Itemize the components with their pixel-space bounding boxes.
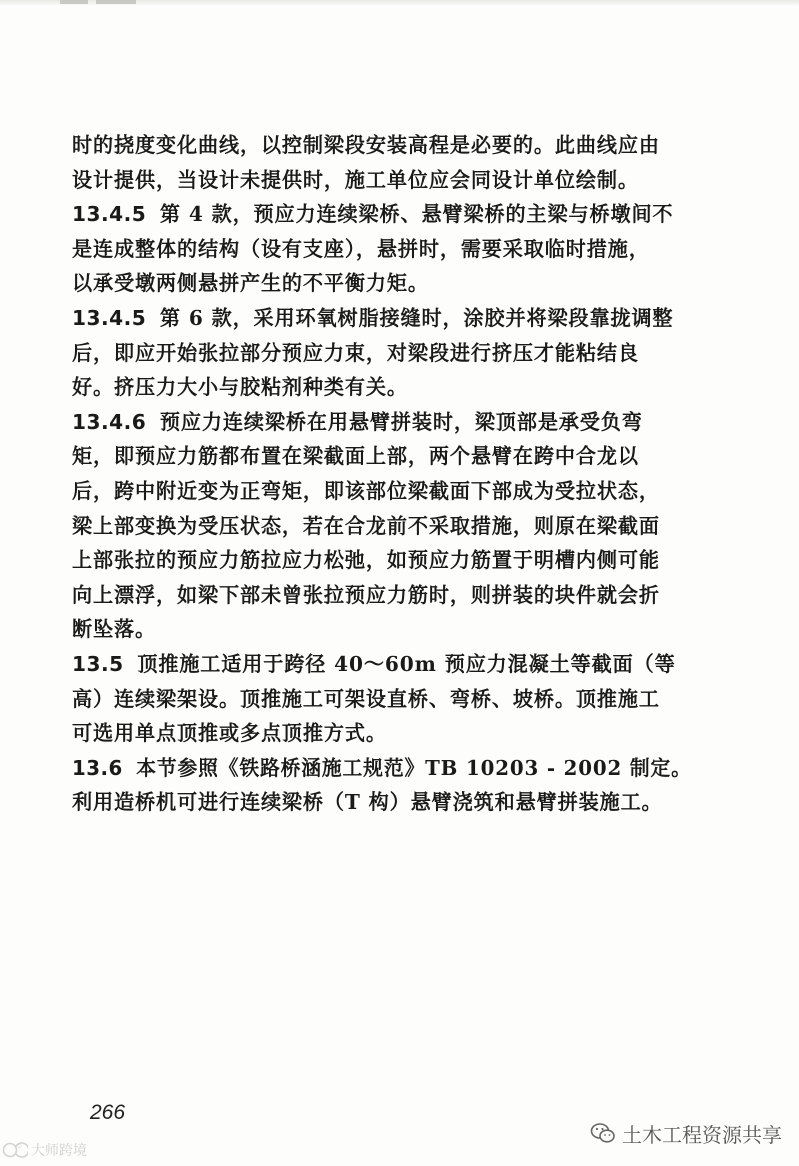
wechat-like-logo-icon [2, 1140, 28, 1160]
text-line [72, 232, 692, 267]
text-line [72, 163, 692, 198]
line-text: 第 6 款，采用环氧树脂接缝时，涂胶并将梁段靠拢调整 [159, 305, 674, 330]
body-text [72, 128, 704, 820]
line-text: 是连成整体的结构（设有支座），悬拼时，需要采取临时措施， [72, 236, 650, 261]
line-text: 后，跨中附近变为正弯矩，即该部位梁截面下部成为受拉状态， [72, 478, 660, 503]
line-text: 第 4 款，预应力连续梁桥、悬臂梁桥的主梁与桥墩间不 [159, 202, 674, 227]
text-line [72, 197, 692, 232]
line-text: 可选用单点顶推或多点顶推方式。 [72, 721, 387, 746]
line-text: 利用造桥机可进行连续梁桥（T 构）悬臂浇筑和悬臂拼装施工。 [72, 790, 663, 815]
text-line [72, 647, 692, 682]
line-text: 时的挠度变化曲线，以控制梁段安装高程是必要的。此曲线应由 [72, 133, 660, 157]
line-text: 断坠落。 [72, 617, 156, 642]
wechat-logo-icon [590, 1122, 616, 1144]
clause-number: 13.5 [72, 651, 124, 676]
line-text: 顶推施工适用于跨径 40～60m 预应力混凝土等截面（等 [137, 651, 676, 676]
line-text: 以承受墩两侧悬拼产生的不平衡力矩。 [72, 271, 429, 296]
text-line [72, 301, 692, 336]
line-text: 预应力连续梁桥在用悬臂拼装时，梁顶部是承受负弯 [159, 409, 643, 434]
watermark-left-text: 大师跨境 [31, 1143, 87, 1159]
line-text: 矩，即预应力筋都布置在梁截面上部，两个悬臂在跨中合龙以 [72, 444, 639, 469]
line-text: 高）连续梁架设。顶推施工可架设直桥、弯桥、坡桥。顶推施工 [72, 686, 660, 711]
line-text: 后，即应开始张拉部分预应力束，对梁段进行挤压才能粘结良 [72, 340, 639, 365]
text-line [72, 439, 692, 474]
line-text: 向上漂浮，如梁下部未曾张拉预应力筋时，则拼装的块件就会折 [72, 582, 660, 607]
text-line [72, 405, 692, 440]
clause-number: 13.4.6 [72, 409, 147, 434]
text-line [72, 578, 692, 613]
text-line [72, 785, 692, 820]
text-line [72, 682, 692, 717]
text-line [72, 370, 692, 405]
text-line [72, 128, 692, 163]
scan-artifact [96, 0, 136, 4]
scan-artifact [60, 0, 88, 4]
clause-number: 13.4.5 [72, 202, 147, 227]
text-line [72, 543, 692, 578]
svg-text:⊙: ⊙ [17, 1143, 23, 1150]
line-text: 设计提供，当设计未提供时，施工单位应会同设计单位绘制。 [72, 167, 639, 192]
watermark-right [590, 1119, 782, 1147]
line-text: 本节参照《铁路桥涵施工规范》TB 10203 - 2002 制定。 [136, 755, 692, 780]
clause-number: 13.6 [72, 755, 123, 780]
text-line [72, 266, 692, 301]
line-text: 好。挤压力大小与胶粘剂种类有关。 [72, 375, 408, 400]
text-line [72, 751, 692, 786]
text-line [72, 336, 692, 371]
text-line [72, 509, 692, 544]
clause-number: 13.4.5 [72, 305, 147, 330]
watermark-left [2, 1138, 87, 1162]
text-line [72, 716, 692, 751]
line-text: 梁上部变换为受压状态，若在合龙前不采取措施，则原在梁截面 [72, 513, 660, 538]
text-line [72, 612, 692, 647]
page-number: 266 [90, 1101, 126, 1124]
watermark-right-text: 土木工程资源共享 [622, 1122, 782, 1147]
text-line [72, 474, 692, 509]
line-text: 上部张拉的预应力筋拉应力松弛，如预应力筋置于明槽内侧可能 [72, 548, 660, 573]
